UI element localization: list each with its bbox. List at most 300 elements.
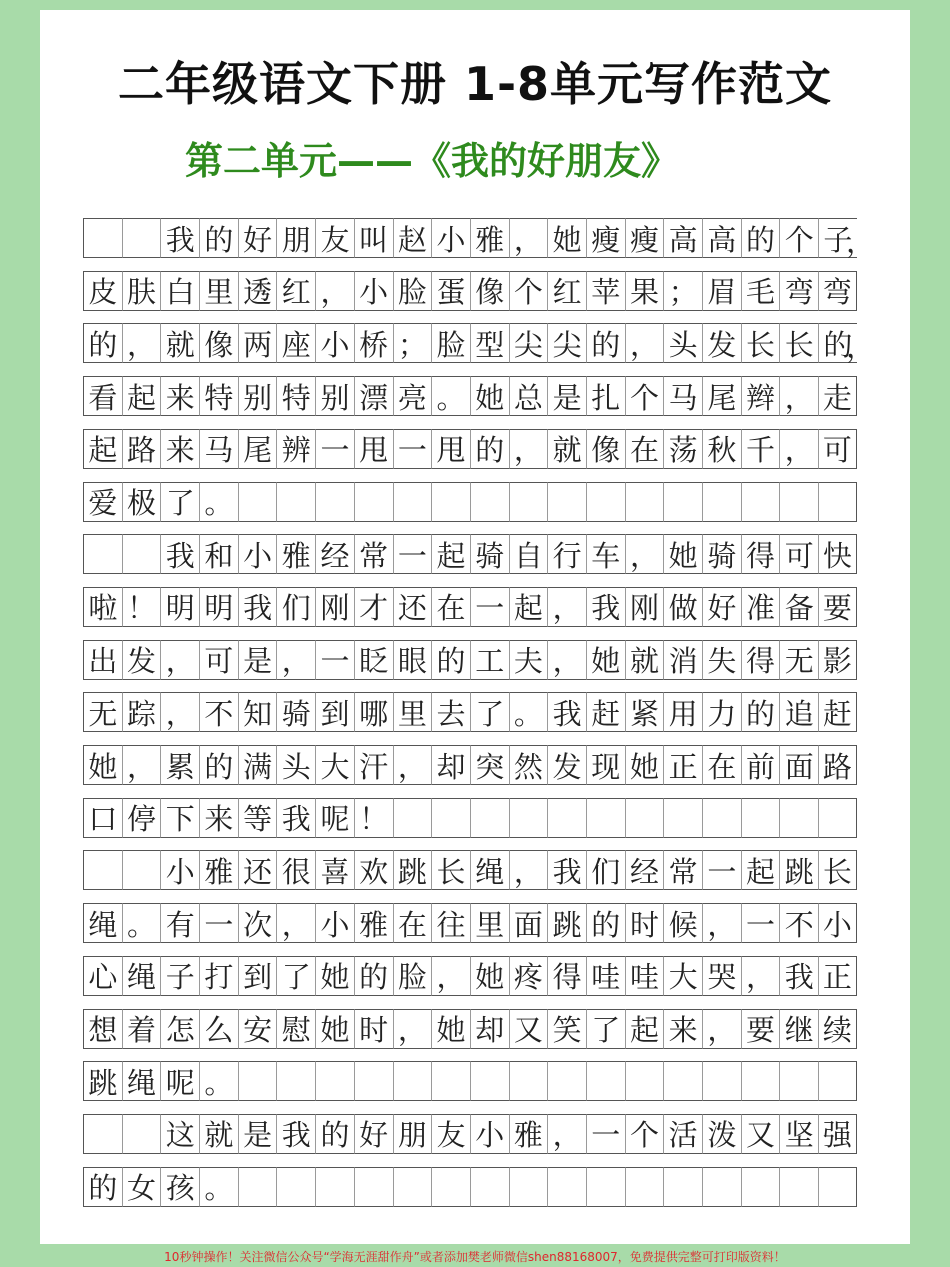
grid-cell: 辨 bbox=[276, 429, 315, 469]
grid-cell: 头 bbox=[663, 323, 702, 363]
grid-cell: 面 bbox=[509, 903, 548, 943]
grid-cell: 。 bbox=[122, 903, 161, 943]
grid-cell bbox=[625, 798, 664, 838]
grid-cell bbox=[509, 1167, 548, 1207]
grid-cell bbox=[779, 482, 818, 522]
grid-cell: 我 bbox=[547, 692, 586, 732]
grid-cell: ， bbox=[547, 640, 586, 680]
grid-cell: 等 bbox=[238, 798, 277, 838]
grid-cell bbox=[741, 1061, 780, 1101]
grid-cell: 了 bbox=[160, 482, 199, 522]
grid-cell: 着 bbox=[122, 1009, 161, 1049]
grid-cell: 我 bbox=[160, 534, 199, 574]
grid-cell: 子 bbox=[818, 218, 857, 258]
grid-cell: 强 bbox=[818, 1114, 857, 1154]
grid-cell: 她 bbox=[431, 1009, 470, 1049]
grid-cell: 泼 bbox=[702, 1114, 741, 1154]
grid-cell: 明 bbox=[160, 587, 199, 627]
grid-cell: 一 bbox=[393, 534, 432, 574]
grid-cell: 脸 bbox=[431, 323, 470, 363]
grid-cell: 在 bbox=[431, 587, 470, 627]
grid-cell: 影 bbox=[818, 640, 857, 680]
grid-cell: 的 bbox=[315, 1114, 354, 1154]
grid-cell: 坚 bbox=[779, 1114, 818, 1154]
grid-cell: 小 bbox=[315, 323, 354, 363]
grid-cell bbox=[818, 482, 857, 522]
grid-cell bbox=[818, 1061, 857, 1101]
grid-cell: 刚 bbox=[625, 587, 664, 627]
grid-cell bbox=[586, 482, 625, 522]
grid-cell: 就 bbox=[547, 429, 586, 469]
grid-cell: 起 bbox=[83, 429, 122, 469]
grid-cell: 高 bbox=[663, 218, 702, 258]
grid-cell bbox=[586, 798, 625, 838]
grid-cell: ， bbox=[276, 640, 315, 680]
grid-cell: 的 bbox=[586, 323, 625, 363]
grid-cell: 秋 bbox=[702, 429, 741, 469]
grid-cell: ， bbox=[315, 271, 354, 311]
grid-cell: 准 bbox=[741, 587, 780, 627]
grid-cell: 小 bbox=[160, 850, 199, 890]
grid-cell: 她 bbox=[586, 640, 625, 680]
grid-cell: 瘦 bbox=[625, 218, 664, 258]
grid-cell bbox=[238, 482, 277, 522]
grid-cell: 在 bbox=[702, 745, 741, 785]
grid-cell: ， bbox=[509, 429, 548, 469]
grid-cell: 好 bbox=[238, 218, 277, 258]
grid-cell bbox=[122, 1114, 161, 1154]
grid-cell: 了 bbox=[276, 956, 315, 996]
grid-cell: 小 bbox=[354, 271, 393, 311]
grid-cell: 友 bbox=[315, 218, 354, 258]
grid-cell: 个 bbox=[625, 1114, 664, 1154]
grid-cell: 是 bbox=[238, 1114, 277, 1154]
grid-cell: 的 bbox=[83, 1167, 122, 1207]
grid-cell bbox=[509, 798, 548, 838]
grid-cell: 的 bbox=[818, 323, 857, 363]
grid-cell bbox=[238, 1061, 277, 1101]
grid-cell: 总 bbox=[509, 376, 548, 416]
grid-cell: 往 bbox=[431, 903, 470, 943]
grid-cell bbox=[470, 798, 509, 838]
grid-cell: 长 bbox=[741, 323, 780, 363]
grid-cell: 她 bbox=[625, 745, 664, 785]
grid-row bbox=[83, 903, 857, 943]
grid-cell: 啦 bbox=[83, 587, 122, 627]
grid-cell bbox=[741, 798, 780, 838]
grid-cell bbox=[663, 798, 702, 838]
grid-cell bbox=[741, 482, 780, 522]
grid-cell bbox=[83, 534, 122, 574]
grid-cell bbox=[547, 798, 586, 838]
grid-cell: 汗 bbox=[354, 745, 393, 785]
grid-cell: 赶 bbox=[818, 692, 857, 732]
page-title: 二年级语文下册 1-8单元写作范文 bbox=[117, 57, 833, 111]
grid-cell bbox=[509, 1061, 548, 1101]
grid-cell: 打 bbox=[199, 956, 238, 996]
grid-cell: 前 bbox=[741, 745, 780, 785]
grid-cell: 可 bbox=[199, 640, 238, 680]
grid-cell: 不 bbox=[779, 903, 818, 943]
grid-cell: 我 bbox=[779, 956, 818, 996]
grid-cell: ， bbox=[160, 640, 199, 680]
grid-cell: 的 bbox=[199, 745, 238, 785]
grid-cell: 正 bbox=[663, 745, 702, 785]
grid-cell: 个 bbox=[625, 376, 664, 416]
grid-cell bbox=[702, 1167, 741, 1207]
grid-cell: 马 bbox=[663, 376, 702, 416]
grid-cell: 里 bbox=[199, 271, 238, 311]
grid-row bbox=[83, 534, 857, 574]
grid-cell: 头 bbox=[276, 745, 315, 785]
grid-cell: ， bbox=[431, 956, 470, 996]
grid-cell bbox=[625, 482, 664, 522]
grid-cell: 毛 bbox=[741, 271, 780, 311]
grid-cell: 刚 bbox=[315, 587, 354, 627]
grid-cell: 踪 bbox=[122, 692, 161, 732]
grid-cell: 常 bbox=[663, 850, 702, 890]
grid-cell: ， bbox=[625, 323, 664, 363]
grid-cell: 里 bbox=[393, 692, 432, 732]
grid-cell: 候 bbox=[663, 903, 702, 943]
grid-cell: ； bbox=[393, 323, 432, 363]
grid-cell: 骑 bbox=[470, 534, 509, 574]
grid-cell: 哇 bbox=[625, 956, 664, 996]
grid-cell: 到 bbox=[315, 692, 354, 732]
grid-cell: ， bbox=[547, 587, 586, 627]
grid-cell: 到 bbox=[238, 956, 277, 996]
grid-cell: ， bbox=[509, 850, 548, 890]
grid-cell: 来 bbox=[199, 798, 238, 838]
grid-cell: ， bbox=[741, 956, 780, 996]
grid-cell bbox=[818, 798, 857, 838]
grid-cell: 们 bbox=[276, 587, 315, 627]
grid-cell: ， bbox=[276, 903, 315, 943]
grid-cell: 她 bbox=[315, 1009, 354, 1049]
grid-cell: 长 bbox=[779, 323, 818, 363]
grid-cell: 。 bbox=[431, 376, 470, 416]
grid-cell: 。 bbox=[199, 1061, 238, 1101]
grid-cell: 桥 bbox=[354, 323, 393, 363]
grid-cell: 做 bbox=[663, 587, 702, 627]
grid-cell: 好 bbox=[354, 1114, 393, 1154]
grid-cell: 失 bbox=[702, 640, 741, 680]
grid-cell: 小 bbox=[470, 1114, 509, 1154]
grid-cell: 雅 bbox=[354, 903, 393, 943]
grid-cell: 看 bbox=[83, 376, 122, 416]
grid-cell: 出 bbox=[83, 640, 122, 680]
grid-cell: 就 bbox=[160, 323, 199, 363]
grid-cell: 得 bbox=[741, 640, 780, 680]
grid-cell: 我 bbox=[276, 1114, 315, 1154]
grid-cell: 绳 bbox=[470, 850, 509, 890]
grid-cell bbox=[702, 798, 741, 838]
grid-cell bbox=[547, 1061, 586, 1101]
grid-cell: 跳 bbox=[547, 903, 586, 943]
grid-cell: 肤 bbox=[122, 271, 161, 311]
grid-cell: 亮 bbox=[393, 376, 432, 416]
grid-row bbox=[83, 745, 857, 785]
grid-cell: 别 bbox=[238, 376, 277, 416]
grid-cell bbox=[393, 1061, 432, 1101]
grid-cell: 红 bbox=[276, 271, 315, 311]
grid-cell: 尖 bbox=[509, 323, 548, 363]
grid-cell: 的 bbox=[354, 956, 393, 996]
grid-cell: 夫 bbox=[509, 640, 548, 680]
grid-cell bbox=[702, 482, 741, 522]
grid-cell: 才 bbox=[354, 587, 393, 627]
grid-cell: 她 bbox=[547, 218, 586, 258]
grid-cell: 疼 bbox=[509, 956, 548, 996]
grid-cell: 一 bbox=[470, 587, 509, 627]
grid-cell bbox=[276, 1061, 315, 1101]
grid-cell: 在 bbox=[393, 903, 432, 943]
grid-cell: 喜 bbox=[315, 850, 354, 890]
grid-cell: 还 bbox=[393, 587, 432, 627]
grid-cell: 漂 bbox=[354, 376, 393, 416]
grid-cell bbox=[393, 798, 432, 838]
grid-cell: 绳 bbox=[122, 956, 161, 996]
grid-cell: 。 bbox=[199, 482, 238, 522]
grid-row bbox=[83, 798, 857, 838]
grid-cell: 一 bbox=[315, 429, 354, 469]
grid-cell bbox=[83, 1114, 122, 1154]
grid-cell: 时 bbox=[625, 903, 664, 943]
grid-cell bbox=[509, 482, 548, 522]
grid-cell: 朋 bbox=[393, 1114, 432, 1154]
grid-cell: 雅 bbox=[509, 1114, 548, 1154]
grid-cell: 呢 bbox=[315, 798, 354, 838]
grid-cell: 里 bbox=[470, 903, 509, 943]
grid-cell: 路 bbox=[818, 745, 857, 785]
grid-cell: 了 bbox=[470, 692, 509, 732]
grid-cell: 小 bbox=[238, 534, 277, 574]
grid-cell: 来 bbox=[160, 429, 199, 469]
grid-cell: 大 bbox=[315, 745, 354, 785]
grid-cell: 像 bbox=[199, 323, 238, 363]
grid-cell bbox=[276, 482, 315, 522]
grid-cell: 活 bbox=[663, 1114, 702, 1154]
grid-cell bbox=[470, 1167, 509, 1207]
grid-cell: 白 bbox=[160, 271, 199, 311]
grid-cell: 要 bbox=[818, 587, 857, 627]
grid-cell: ， bbox=[779, 429, 818, 469]
grid-row bbox=[83, 640, 857, 680]
grid-cell: 自 bbox=[509, 534, 548, 574]
grid-cell: 透 bbox=[238, 271, 277, 311]
grid-cell: 慰 bbox=[276, 1009, 315, 1049]
grid-cell bbox=[547, 1167, 586, 1207]
grid-cell: 极 bbox=[122, 482, 161, 522]
grid-cell bbox=[393, 482, 432, 522]
grid-cell: 路 bbox=[122, 429, 161, 469]
grid-cell: 怎 bbox=[160, 1009, 199, 1049]
grid-cell bbox=[122, 850, 161, 890]
grid-row bbox=[83, 1061, 857, 1101]
grid-cell bbox=[122, 534, 161, 574]
grid-cell: 还 bbox=[238, 850, 277, 890]
grid-cell: 在 bbox=[625, 429, 664, 469]
grid-cell: 像 bbox=[586, 429, 625, 469]
grid-row bbox=[83, 482, 857, 522]
grid-cell: 跳 bbox=[779, 850, 818, 890]
grid-cell bbox=[431, 1061, 470, 1101]
grid-cell: ， bbox=[393, 745, 432, 785]
grid-cell bbox=[431, 798, 470, 838]
grid-cell: 千 bbox=[741, 429, 780, 469]
grid-cell: 像 bbox=[470, 271, 509, 311]
grid-cell: 不 bbox=[199, 692, 238, 732]
grid-cell bbox=[83, 218, 122, 258]
grid-cell: 她 bbox=[470, 956, 509, 996]
grid-cell bbox=[586, 1167, 625, 1207]
grid-cell: 赵 bbox=[393, 218, 432, 258]
grid-cell: 大 bbox=[663, 956, 702, 996]
grid-cell bbox=[315, 1167, 354, 1207]
grid-cell bbox=[779, 1061, 818, 1101]
grid-cell: 高 bbox=[702, 218, 741, 258]
grid-cell: 弯 bbox=[779, 271, 818, 311]
grid-cell: 雅 bbox=[199, 850, 238, 890]
grid-cell bbox=[393, 1167, 432, 1207]
grid-cell: 用 bbox=[663, 692, 702, 732]
grid-overflow-punct: ， bbox=[845, 225, 875, 259]
grid-cell bbox=[238, 1167, 277, 1207]
grid-cell: 明 bbox=[199, 587, 238, 627]
grid-row bbox=[83, 1009, 857, 1049]
grid-cell: 来 bbox=[160, 376, 199, 416]
grid-cell: 突 bbox=[470, 745, 509, 785]
grid-cell: ， bbox=[122, 323, 161, 363]
grid-cell: 走 bbox=[818, 376, 857, 416]
grid-cell: 弯 bbox=[818, 271, 857, 311]
grid-cell: 发 bbox=[122, 640, 161, 680]
grid-cell: 行 bbox=[547, 534, 586, 574]
grid-cell: 的 bbox=[741, 218, 780, 258]
grid-cell: 红 bbox=[547, 271, 586, 311]
grid-cell: 特 bbox=[199, 376, 238, 416]
grid-cell: 然 bbox=[509, 745, 548, 785]
grid-row bbox=[83, 956, 857, 996]
grid-cell: 她 bbox=[663, 534, 702, 574]
grid-cell: 的 bbox=[586, 903, 625, 943]
grid-cell: 经 bbox=[625, 850, 664, 890]
grid-cell: 一 bbox=[586, 1114, 625, 1154]
grid-cell bbox=[431, 1167, 470, 1207]
grid-cell bbox=[547, 482, 586, 522]
grid-cell: ， bbox=[122, 745, 161, 785]
grid-cell: ， bbox=[702, 1009, 741, 1049]
grid-cell bbox=[779, 798, 818, 838]
grid-cell: 甩 bbox=[431, 429, 470, 469]
grid-cell: ； bbox=[663, 271, 702, 311]
grid-cell: 好 bbox=[702, 587, 741, 627]
grid-cell: 友 bbox=[431, 1114, 470, 1154]
grid-cell: 果 bbox=[625, 271, 664, 311]
grid-cell: 个 bbox=[509, 271, 548, 311]
grid-cell bbox=[354, 1061, 393, 1101]
grid-cell: ， bbox=[160, 692, 199, 732]
grid-cell: 就 bbox=[199, 1114, 238, 1154]
grid-cell: 的 bbox=[199, 218, 238, 258]
grid-cell: 哭 bbox=[702, 956, 741, 996]
grid-cell: 下 bbox=[160, 798, 199, 838]
grid-cell: 得 bbox=[547, 956, 586, 996]
grid-cell: 却 bbox=[470, 1009, 509, 1049]
grid-cell: 却 bbox=[431, 745, 470, 785]
grid-cell: 笑 bbox=[547, 1009, 586, 1049]
grid-cell: 脸 bbox=[393, 956, 432, 996]
grid-cell: 起 bbox=[122, 376, 161, 416]
grid-cell: 女 bbox=[122, 1167, 161, 1207]
grid-cell: 了 bbox=[586, 1009, 625, 1049]
grid-cell: 叫 bbox=[354, 218, 393, 258]
grid-cell: 尖 bbox=[547, 323, 586, 363]
grid-cell: 长 bbox=[818, 850, 857, 890]
grid-cell: 可 bbox=[818, 429, 857, 469]
grid-cell: 一 bbox=[741, 903, 780, 943]
grid-cell bbox=[625, 1061, 664, 1101]
grid-cell: 发 bbox=[702, 323, 741, 363]
grid-cell: 起 bbox=[741, 850, 780, 890]
grid-cell bbox=[470, 1061, 509, 1101]
grid-cell: ， bbox=[625, 534, 664, 574]
grid-cell: 常 bbox=[354, 534, 393, 574]
grid-row bbox=[83, 218, 875, 259]
grid-cell: 消 bbox=[663, 640, 702, 680]
grid-cell: 爱 bbox=[83, 482, 122, 522]
grid-row bbox=[83, 692, 857, 732]
grid-cell: 的 bbox=[741, 692, 780, 732]
grid-cell bbox=[663, 482, 702, 522]
grid-cell: 时 bbox=[354, 1009, 393, 1049]
grid-cell bbox=[354, 482, 393, 522]
grid-cell: 现 bbox=[586, 745, 625, 785]
grid-cell: 眉 bbox=[702, 271, 741, 311]
grid-cell: 这 bbox=[160, 1114, 199, 1154]
grid-cell: ， bbox=[509, 218, 548, 258]
grid-cell: ！ bbox=[122, 587, 161, 627]
grid-cell: 追 bbox=[779, 692, 818, 732]
grid-cell: 满 bbox=[238, 745, 277, 785]
grid-cell: 车 bbox=[586, 534, 625, 574]
grid-cell: 无 bbox=[779, 640, 818, 680]
grid-cell: 来 bbox=[663, 1009, 702, 1049]
grid-row bbox=[83, 1114, 857, 1154]
grid-cell: 又 bbox=[509, 1009, 548, 1049]
grid-cell: 我 bbox=[276, 798, 315, 838]
grid-cell: 。 bbox=[199, 1167, 238, 1207]
grid-cell: 脸 bbox=[393, 271, 432, 311]
grid-cell: 一 bbox=[393, 429, 432, 469]
grid-cell: ， bbox=[547, 1114, 586, 1154]
grid-cell: 蛋 bbox=[431, 271, 470, 311]
grid-cell: 的 bbox=[470, 429, 509, 469]
grid-cell: 荡 bbox=[663, 429, 702, 469]
grid-cell: 朋 bbox=[276, 218, 315, 258]
grid-cell: 马 bbox=[199, 429, 238, 469]
grid-cell: 骑 bbox=[702, 534, 741, 574]
grid-cell: 雅 bbox=[276, 534, 315, 574]
grid-cell: 哇 bbox=[586, 956, 625, 996]
grid-cell bbox=[470, 482, 509, 522]
grid-cell: 又 bbox=[741, 1114, 780, 1154]
grid-cell: 她 bbox=[83, 745, 122, 785]
grid-cell: 我 bbox=[160, 218, 199, 258]
grid-cell: 想 bbox=[83, 1009, 122, 1049]
grid-cell: 骑 bbox=[276, 692, 315, 732]
grid-cell: 工 bbox=[470, 640, 509, 680]
